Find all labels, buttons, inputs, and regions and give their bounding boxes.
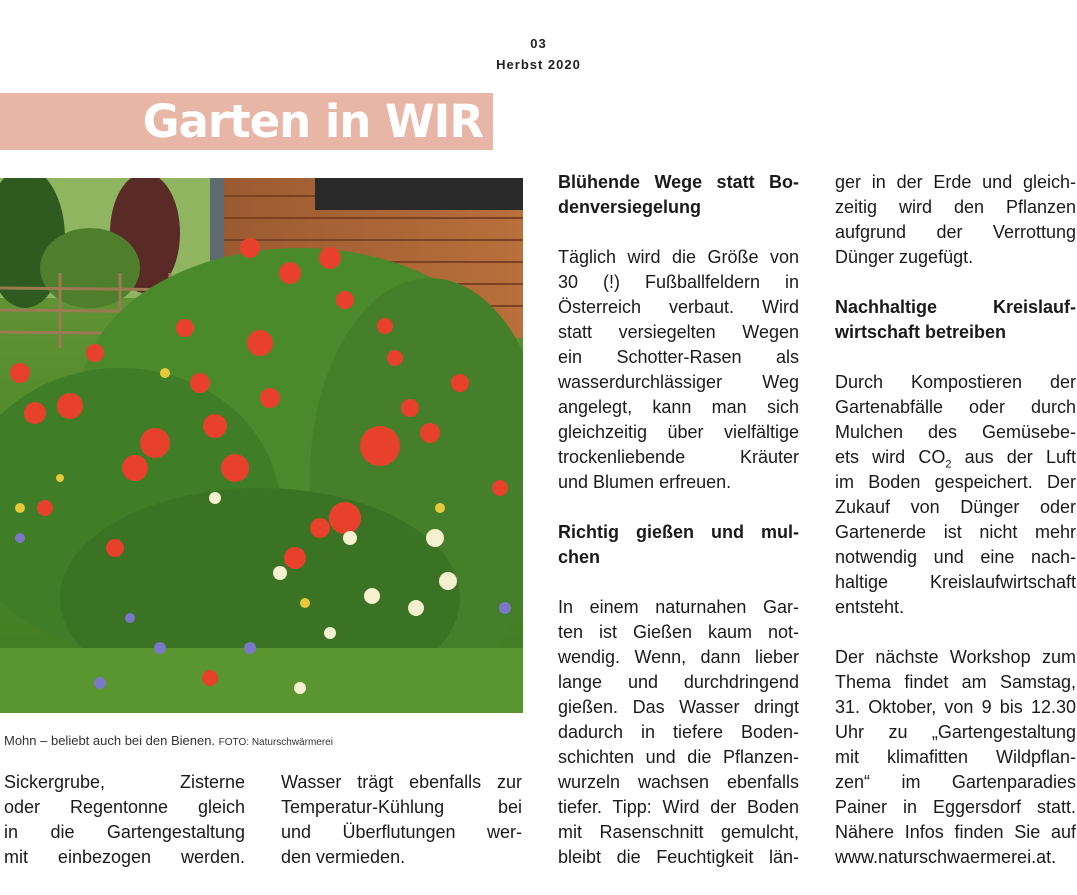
subheading: wirtschaft betreiben	[835, 322, 1007, 342]
text-line: Painer in Eggersdorf statt.	[835, 797, 1076, 817]
text-line: und Überflutungen wer-	[281, 822, 522, 842]
co2-pre: ets wird CO	[835, 447, 946, 467]
subheading: Richtig gießen und mul-	[558, 522, 799, 542]
co2-post: aus der Luft	[951, 447, 1076, 467]
subheading: chen	[558, 547, 601, 567]
text-line: wasserdurchlässiger Weg	[558, 372, 799, 392]
text-line: statt versiegelten Wegen	[558, 322, 799, 342]
text-line: Wasser trägt ebenfalls zur	[281, 772, 522, 792]
text-line-co2	[835, 445, 1076, 470]
text-line: Der nächste Workshop zum	[835, 647, 1076, 667]
text-column-4	[835, 170, 1076, 870]
co2-subscript: 2	[945, 458, 952, 471]
text-line: Täglich wird die Größe von	[558, 247, 799, 267]
text-line: den vermieden.	[281, 847, 406, 867]
caption-text: Mohn – beliebt auch bei den Bienen.	[4, 733, 216, 748]
text-line: notwendig und eine nach-	[835, 547, 1076, 567]
text-line: tiefer. Tipp: Wird der Boden	[558, 797, 799, 817]
text-line: haltige Kreislaufwirtschaft	[835, 572, 1076, 592]
text-line: ger in der Erde und gleich-	[835, 172, 1076, 192]
text-line: Gartenabfälle oder durch	[835, 397, 1076, 417]
text-line: ten ist Gießen kaum not-	[558, 622, 799, 642]
text-line: lange und durchdringend	[558, 672, 799, 692]
text-line: Österreich verbaut. Wird	[558, 297, 799, 317]
text-line: mit einbezogen werden.	[4, 847, 245, 867]
text-line: Sickergrube, Zisterne	[4, 772, 245, 792]
text-line: Gartenerde ist nicht mehr	[835, 522, 1076, 542]
text-line: wurzeln wachsen ebenfalls	[558, 772, 799, 792]
text-line: entsteht.	[835, 597, 905, 617]
text-line: Dünger zugefügt.	[835, 247, 974, 267]
text-line: bleibt die Feuchtigkeit län-	[558, 847, 799, 867]
text-line: Nähere Infos finden Sie auf	[835, 822, 1076, 842]
text-line: mit Rasenschnitt gemulcht,	[558, 822, 799, 842]
text-line: Temperatur-Kühlung bei	[281, 797, 522, 817]
text-column-2	[281, 770, 522, 870]
text-line: oder Regentonne gleich	[4, 797, 245, 817]
text-line: aufgrund der Verrottung	[835, 222, 1076, 242]
text-line: im Boden gespeichert. Der	[835, 472, 1076, 492]
section-title: Garten in WIR	[142, 95, 483, 148]
page-number: 03	[530, 36, 547, 51]
text-line: zeitig wird den Pflanzen	[835, 197, 1076, 217]
text-line: 31. Oktober, von 9 bis 12.30	[835, 697, 1076, 717]
poppy-garden-image	[0, 178, 523, 713]
subheading: Nachhaltige Kreislauf-	[835, 297, 1076, 317]
text-line: Mulchen des Gemüsebe-	[835, 422, 1076, 442]
text-line: Durch Kompostieren der	[835, 372, 1076, 392]
text-line: Zukauf von Dünger oder	[835, 497, 1076, 517]
text-line: gleichzeitig über vielfältige	[558, 422, 799, 442]
text-line: 30 (!) Fußballfeldern in	[558, 272, 799, 292]
photo-credit: FOTO: Naturschwärmerei	[218, 737, 333, 748]
section-banner	[0, 93, 493, 150]
text-column-3	[558, 170, 799, 870]
issue-label: Herbst 2020	[496, 57, 581, 72]
text-line: Thema findet am Samstag,	[835, 672, 1076, 692]
text-line: dadurch in tiefere Boden-	[558, 722, 799, 742]
text-line: trockenliebende Kräuter	[558, 447, 799, 467]
text-line: mit klimafitten Wildpflan-	[835, 747, 1076, 767]
website-link[interactable]: www.naturschwaermerei.at.	[835, 847, 1057, 867]
garden-photo	[0, 178, 523, 713]
subheading: denversiegelung	[558, 197, 702, 217]
text-line: gießen. Das Wasser dringt	[558, 697, 799, 717]
text-line: angelegt, kann man sich	[558, 397, 799, 417]
text-line: und Blumen erfreuen.	[558, 472, 732, 492]
photo-caption	[4, 733, 333, 748]
text-line: In einem naturnahen Gar-	[558, 597, 799, 617]
text-line: schichten und die Pflanzen-	[558, 747, 799, 767]
text-line: zen“ im Gartenparadies	[835, 772, 1076, 792]
subheading: Blühende Wege statt Bo-	[558, 172, 799, 192]
text-column-1	[4, 770, 245, 870]
text-line: wendig. Wenn, dann lieber	[558, 647, 799, 667]
text-line: in die Gartengestaltung	[4, 822, 245, 842]
text-line: Uhr zu „Gartengestaltung	[835, 722, 1076, 742]
text-line: ein Schotter-Rasen als	[558, 347, 799, 367]
